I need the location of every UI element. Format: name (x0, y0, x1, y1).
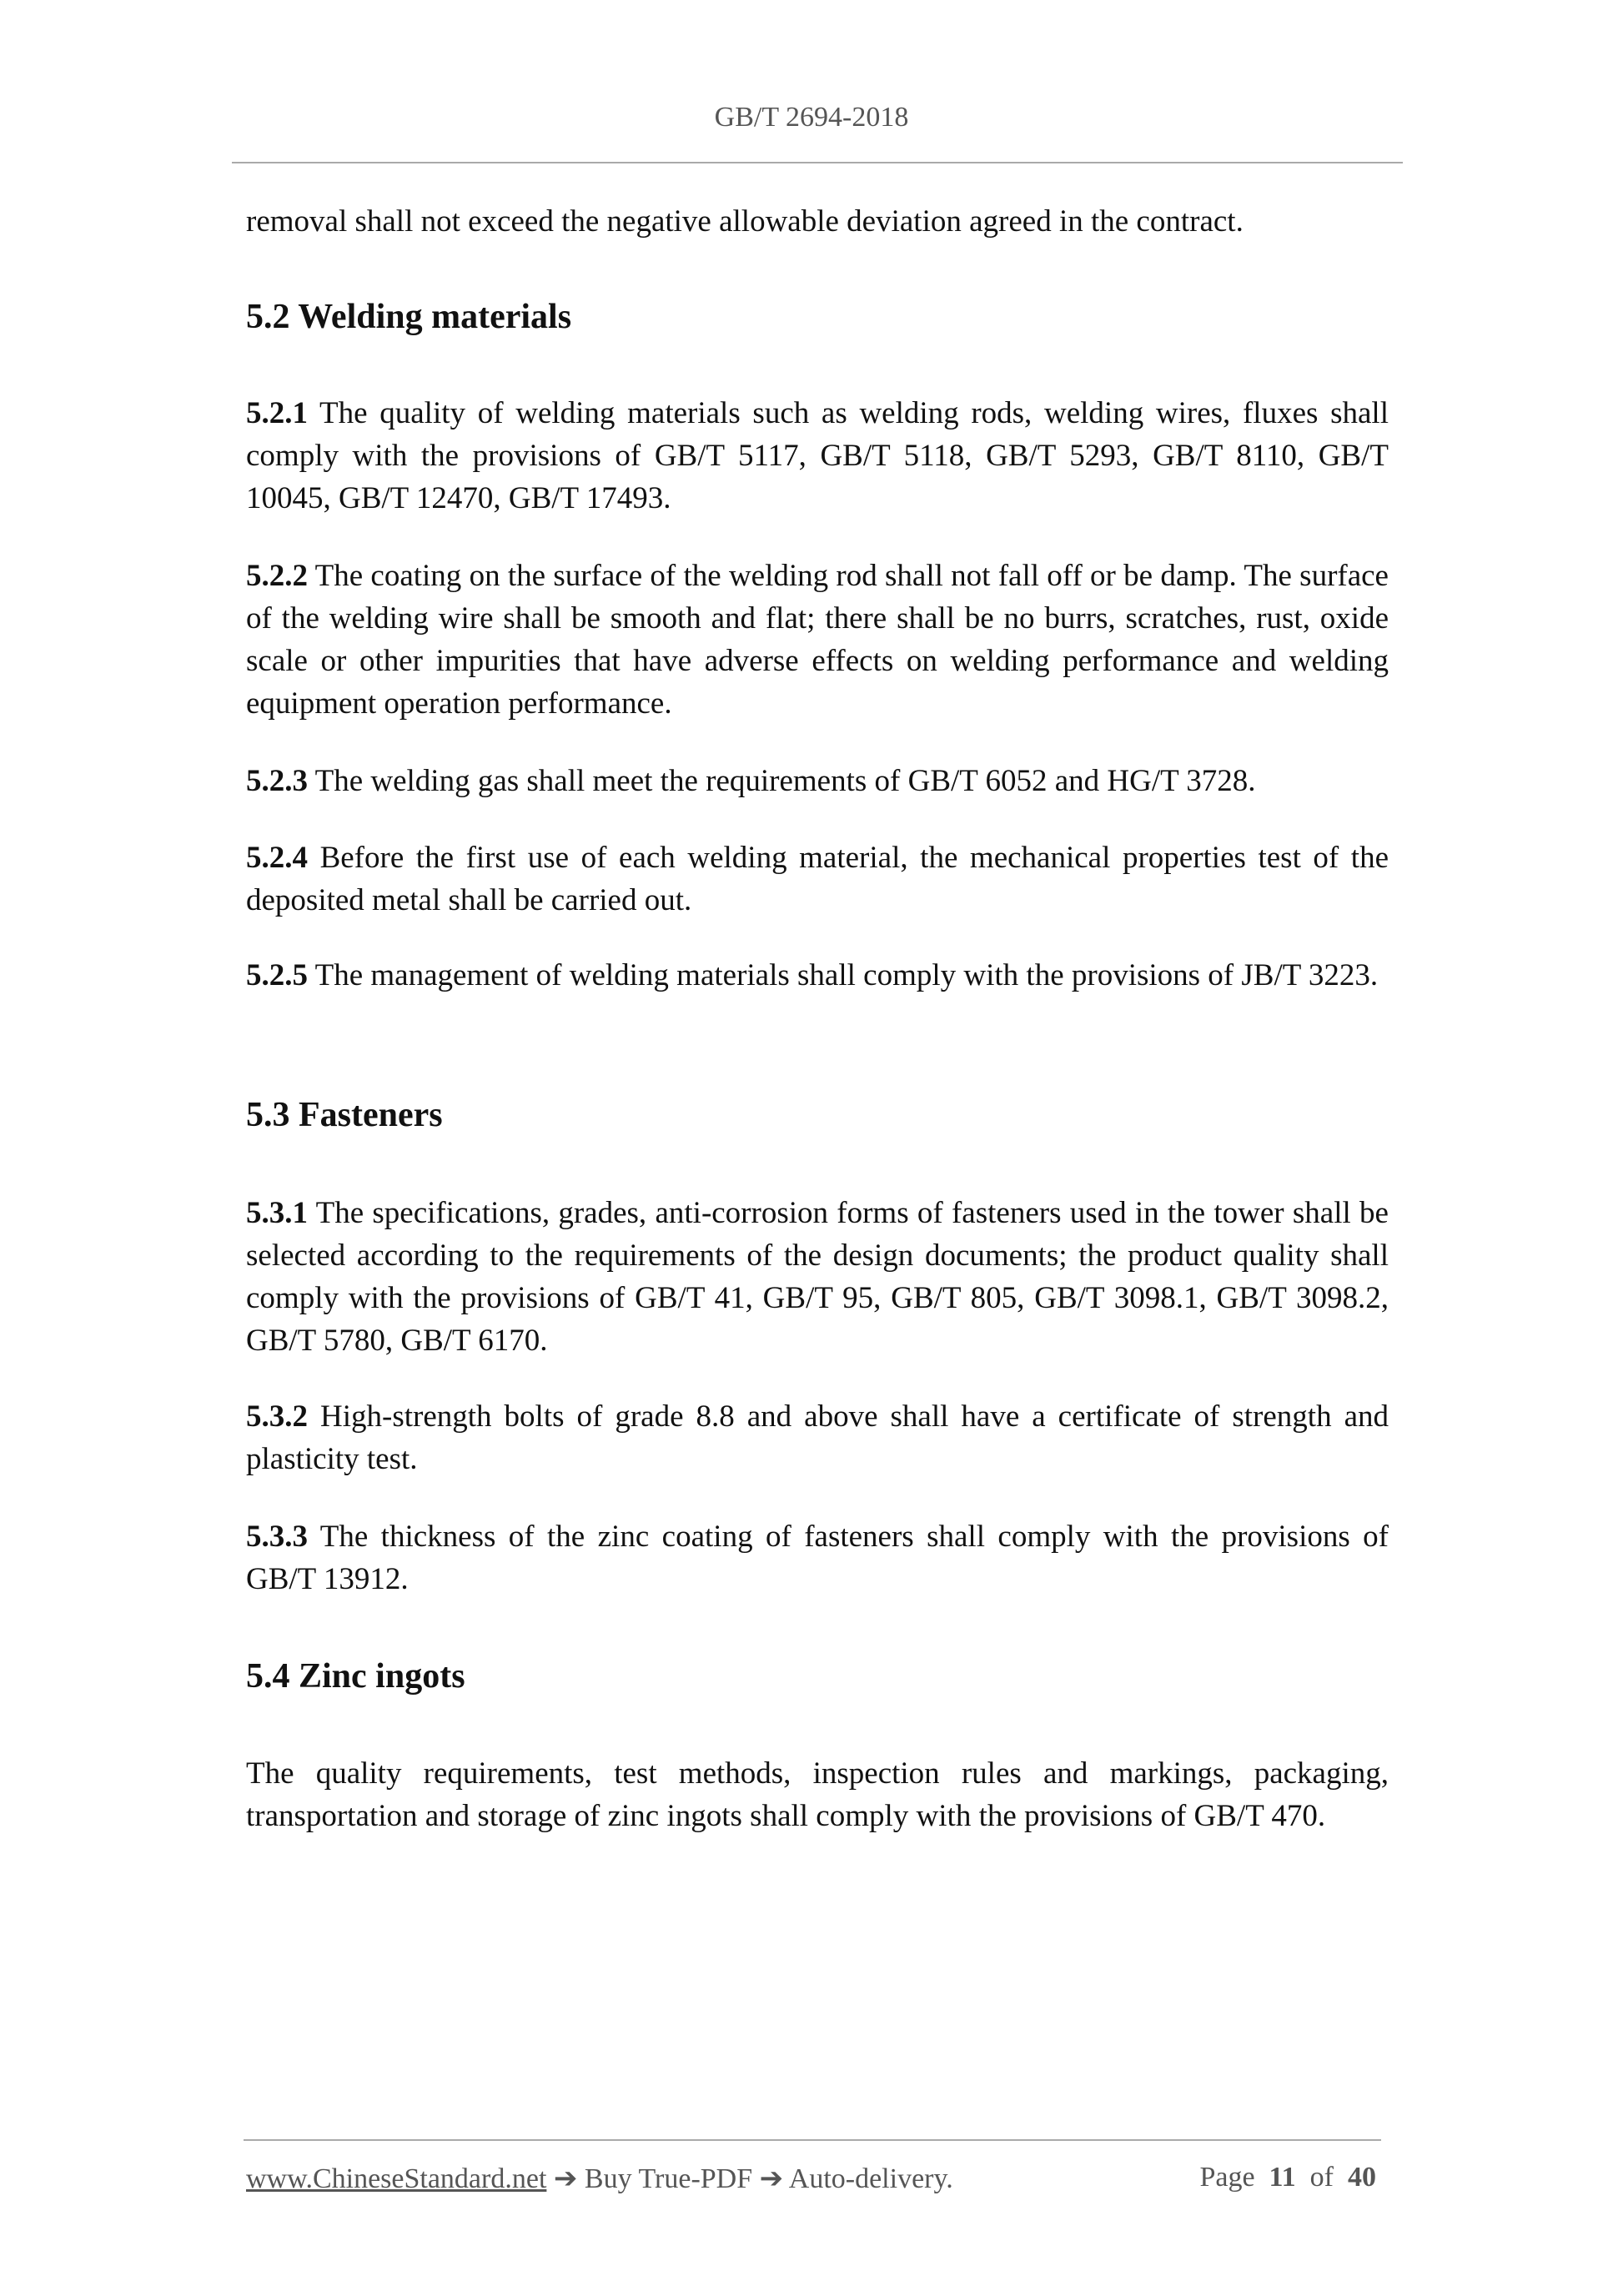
clause-paragraph (246, 760, 1389, 802)
document-header: GB/T 2694-2018 (714, 102, 909, 133)
page-footer (246, 2162, 1376, 2195)
clause-number: 5.2.3 (246, 764, 308, 798)
total-pages: 40 (1348, 2162, 1376, 2193)
footer-divider (244, 2139, 1381, 2141)
clause-number: 5.2.5 (246, 958, 308, 992)
section-heading: 5.3 Fasteners (246, 1096, 443, 1134)
clause-paragraph (246, 837, 1389, 922)
clause-text: Before the first use of each welding material, the mechanical properties test of the deposited metal shall be carried out. (246, 841, 1389, 917)
clause-paragraph (246, 555, 1389, 725)
clause-text: The coating on the surface of the welding rod shall not fall off or be damp. The surface of the welding wire shall be smooth and flat; there shall be no burrs, scratches, rust, oxide scale or other impurities that have adverse effects on welding performance and welding equipment operation performance. (246, 559, 1389, 721)
header-divider (232, 162, 1403, 163)
footer-promo (246, 2162, 953, 2195)
clause-paragraph (246, 392, 1389, 520)
page-indicator (1199, 2162, 1376, 2195)
clause-number: 5.2.4 (246, 841, 308, 875)
website-link[interactable]: www.ChineseStandard.net (246, 2163, 547, 2194)
clause-paragraph (246, 1395, 1389, 1480)
clause-number: 5.3.2 (246, 1399, 308, 1434)
arrow-right-icon: ➔ (553, 2163, 578, 2194)
page-label: Page (1199, 2162, 1255, 2193)
clause-text: The thickness of the zinc coating of fasteners shall comply with the provisions of GB/T 13912. (246, 1520, 1389, 1596)
clause-text: The specifications, grades, anti-corrosion forms of fasteners used in the tower shall be selected according to the requirements of the design documents; the product quality shall comply with the provisions of GB/T 41, GB/T 95, GB/T 805, GB/T 3098.1, GB/T 3098.2, GB/T 5780, GB/T 6170. (246, 1196, 1389, 1358)
clause-text: The management of welding materials shall comply with the provisions of JB/T 3223. (314, 958, 1379, 992)
clause-text: The quality of welding materials such as welding rods, welding wires, fluxes shall comply with the provisions of GB/T 5117, GB/T 5118, GB/T 5293, GB/T 8110, GB/T 10045, GB/T 12470, GB/T 17493. (246, 396, 1389, 515)
clause-number: 5.3.3 (246, 1520, 308, 1554)
section-heading: 5.2 Welding materials (246, 298, 572, 336)
clause-paragraph (246, 954, 1389, 997)
clause-text: High-strength bolts of grade 8.8 and above shall have a certificate of strength and plasticity test. (246, 1399, 1389, 1476)
clause-number: 5.2.2 (246, 559, 308, 593)
of-label: of (1309, 2162, 1334, 2193)
section-heading: 5.4 Zinc ingots (246, 1657, 465, 1696)
clause-paragraph (246, 1515, 1389, 1600)
delivery-text: Auto-delivery. (788, 2163, 953, 2194)
zinc-paragraph: The quality requirements, test methods, inspection rules and markings, packaging, transportation and storage of zinc ingots shall comply with the provisions of GB/T 470. (246, 1756, 1389, 1833)
buy-text: Buy True-PDF (584, 2163, 753, 2194)
intro-paragraph: removal shall not exceed the negative allowable deviation agreed in the contract. (246, 204, 1244, 239)
clause-number: 5.2.1 (246, 396, 308, 430)
clause-paragraph (246, 1192, 1389, 1362)
arrow-right-icon: ➔ (759, 2163, 784, 2194)
clause-number: 5.3.1 (246, 1196, 308, 1230)
page-number: 11 (1269, 2162, 1296, 2193)
clause-text: The welding gas shall meet the requirements of GB/T 6052 and HG/T 3728. (314, 764, 1256, 798)
